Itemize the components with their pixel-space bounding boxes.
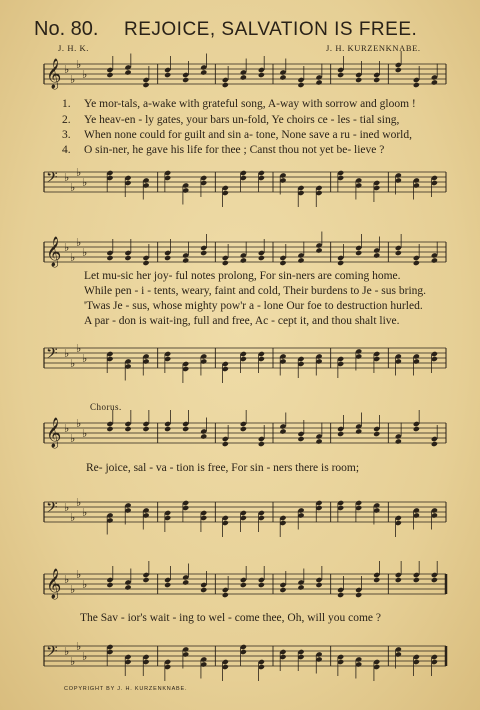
svg-text:♭: ♭ [70, 73, 76, 86]
svg-text:♭: ♭ [70, 655, 76, 668]
system-4-bass-staff [0, 640, 480, 680]
svg-text:♭: ♭ [64, 241, 70, 254]
svg-text:♭: ♭ [76, 58, 82, 71]
chorus-line-1: Re- joice, sal - va - tion is free, For sin - ners there is room; [86, 462, 360, 474]
svg-text:♭: ♭ [82, 246, 88, 259]
composer-credit: J. H. KURZENKNABE. [326, 43, 421, 53]
svg-text:♭: ♭ [82, 650, 88, 663]
svg-text:♭: ♭ [82, 578, 88, 591]
verse-3-line-1: 3. When none could for guilt and sin a- tone, None save a ru - ined world, [62, 129, 412, 141]
svg-text:♭: ♭ [76, 236, 82, 249]
hymn-header [34, 18, 454, 42]
verse-1-line-1: 1. Ye mor-tals, a-wake with grateful song, A-way with sorrow and gloom ! [62, 98, 416, 110]
svg-text:♭: ♭ [76, 417, 82, 430]
system-3-treble-staff [0, 417, 480, 457]
svg-text:♭: ♭ [64, 501, 70, 514]
system-1-treble-staff [0, 58, 480, 98]
chorus-label: Chorus. [90, 402, 122, 412]
svg-text:♭: ♭ [64, 347, 70, 360]
svg-text:♭: ♭ [64, 171, 70, 184]
chorus-line-2: The Sav - ior's wait - ing to wel - come thee, Oh, will you come ? [80, 612, 381, 624]
svg-text:𝄞: 𝄞 [46, 59, 62, 89]
svg-text:𝄢: 𝄢 [46, 643, 58, 664]
svg-text:♭: ♭ [64, 422, 70, 435]
svg-text:♭: ♭ [64, 63, 70, 76]
system-3-bass-staff [0, 496, 480, 536]
svg-text:𝄞: 𝄞 [46, 237, 62, 267]
svg-text:♭: ♭ [64, 645, 70, 658]
svg-text:♭: ♭ [76, 342, 82, 355]
svg-text:♭: ♭ [82, 506, 88, 519]
system-4-treble-staff [0, 568, 480, 608]
svg-text:♭: ♭ [70, 583, 76, 596]
svg-text:♭: ♭ [70, 357, 76, 370]
verse-4-line-1: 4. O sin-ner, he gave his life for thee ; Canst thou not yet be- lieve ? [62, 144, 385, 156]
verse-2-line-2: While pen - i - tents, weary, faint and cold, Their burdens to Je - sus bring. [84, 285, 427, 297]
svg-text:♭: ♭ [82, 68, 88, 81]
verse-1-line-2: Let mu-sic her joy- ful notes prolong, For sin-ners are coming home. [84, 270, 401, 282]
svg-text:♭: ♭ [82, 427, 88, 440]
svg-text:♭: ♭ [82, 176, 88, 189]
svg-text:♭: ♭ [82, 352, 88, 365]
svg-text:♭: ♭ [70, 181, 76, 194]
svg-text:𝄢: 𝄢 [46, 499, 58, 520]
svg-text:𝄢: 𝄢 [46, 345, 58, 366]
svg-text:♭: ♭ [76, 640, 82, 653]
svg-text:♭: ♭ [70, 251, 76, 264]
svg-text:𝄞: 𝄞 [46, 418, 62, 448]
svg-text:𝄢: 𝄢 [46, 169, 58, 190]
verse-4-line-2: A par - don is wait-ing, full and free, Ac - cept it, and thou shalt live. [84, 315, 400, 327]
system-2-bass-staff [0, 342, 480, 382]
hymn-title: REJOICE, SALVATION IS FREE. [124, 19, 418, 40]
svg-text:♭: ♭ [76, 496, 82, 509]
svg-text:♭: ♭ [64, 573, 70, 586]
copyright-notice: COPYRIGHT BY J. H. KURZENKNABE. [64, 686, 188, 692]
lyricist-credit: J. H. K. [58, 43, 90, 53]
svg-text:𝄞: 𝄞 [46, 569, 62, 599]
svg-text:♭: ♭ [76, 568, 82, 581]
verse-3-line-2: 'Twas Je - sus, whose mighty pow'r a - lone Our foe to destruction hurled. [84, 300, 423, 312]
svg-text:♭: ♭ [76, 166, 82, 179]
system-1-bass-staff [0, 166, 480, 206]
svg-text:♭: ♭ [70, 511, 76, 524]
svg-text:♭: ♭ [70, 432, 76, 445]
verse-2-line-1: 2. Ye heav-en - ly gates, your bars un-fold, Ye choirs ce - les - tial sing, [62, 114, 400, 126]
hymn-number: No. 80. [34, 18, 99, 40]
